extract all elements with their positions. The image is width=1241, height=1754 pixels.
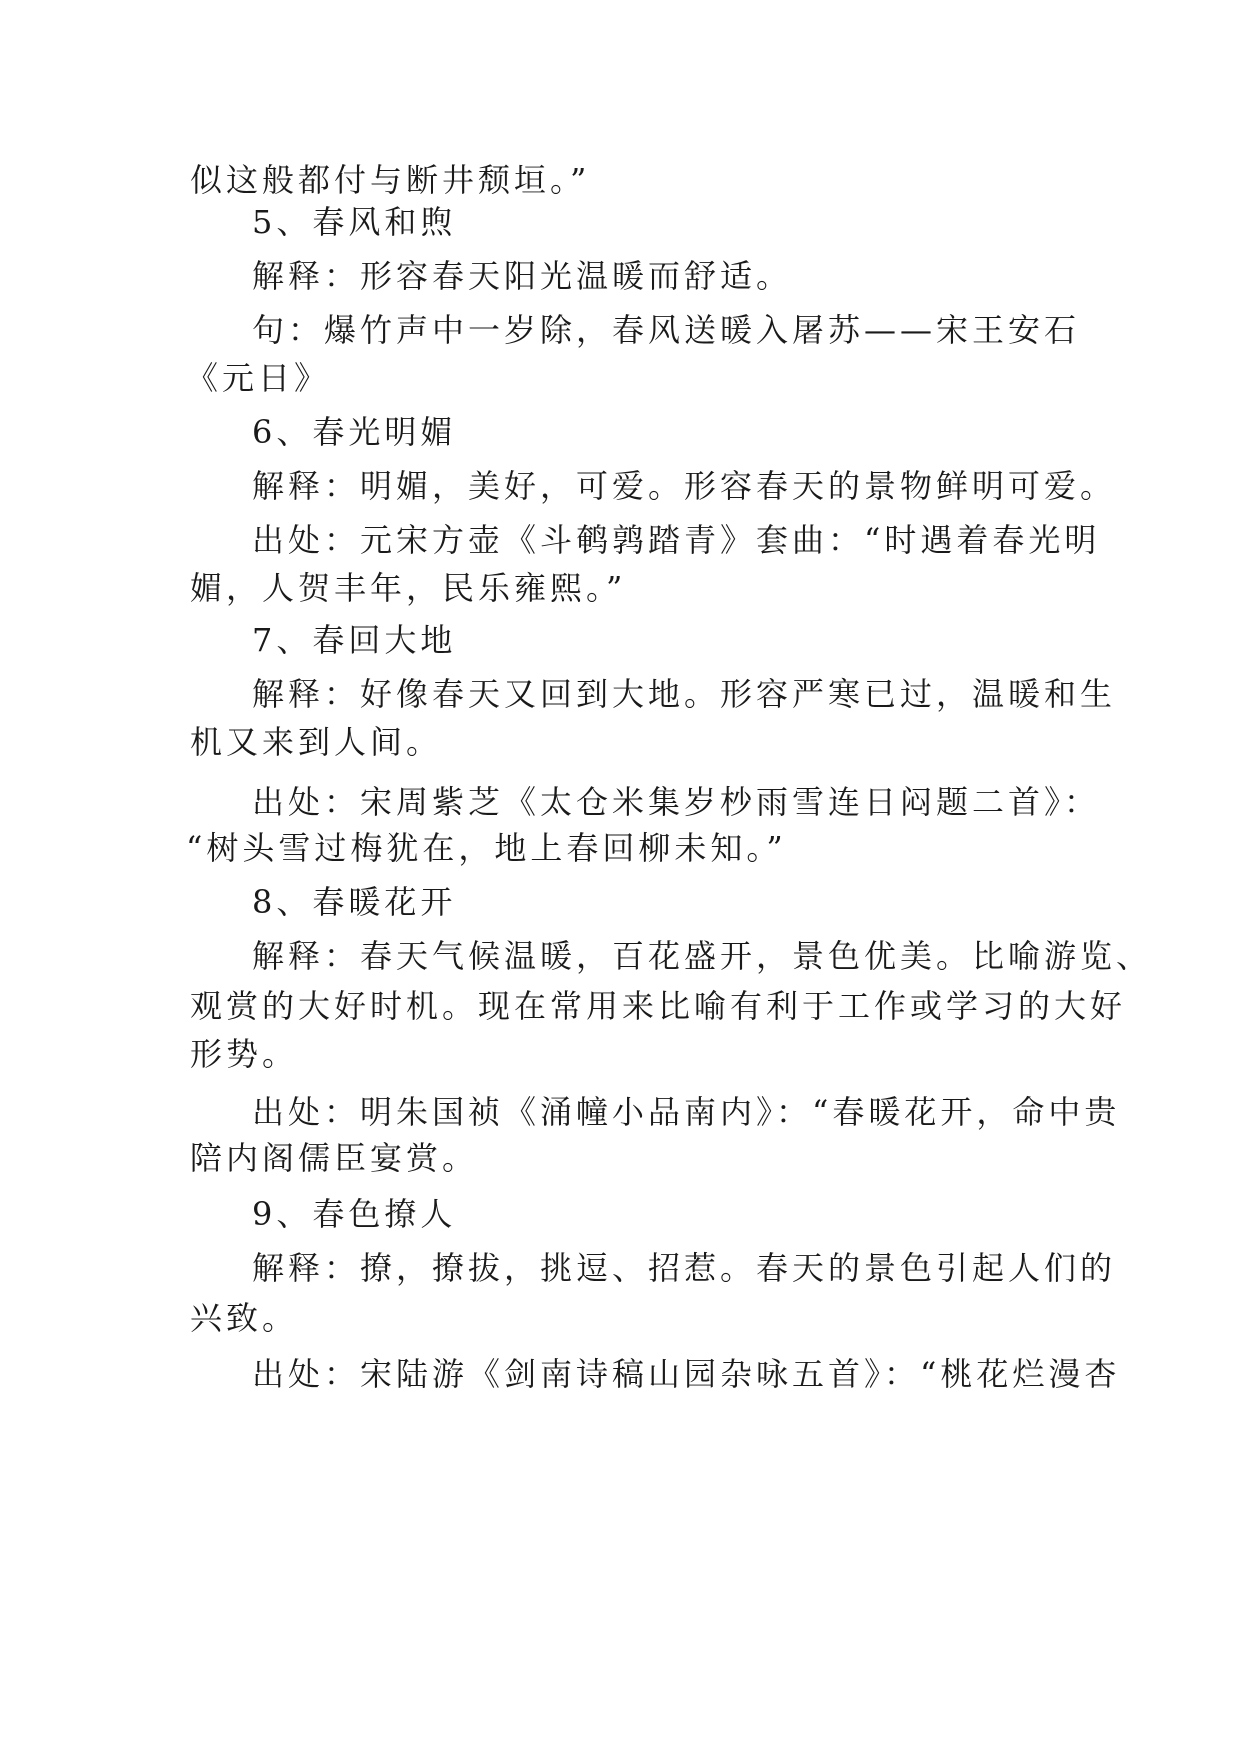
idiom-heading: 8、春暖花开 bbox=[252, 883, 457, 921]
idiom-heading: 9、春色撩人 bbox=[252, 1195, 457, 1233]
source-line: 出处：宋周紫芝《太仓米集岁杪雨雪连日闷题二首》： bbox=[252, 783, 1101, 821]
source-line: 出处：明朱国祯《涌幢小品南内》：“春暖花开，命中贵 bbox=[252, 1093, 1121, 1131]
source-line: 出处：元宋方壶《斗鹌鹑踏青》套曲：“时遇着春光明 bbox=[252, 521, 1101, 559]
example-line: 句：爆竹声中一岁除，春风送暖入屠苏——宋王安石 bbox=[252, 311, 1081, 349]
text-line: “树头雪过梅犹在，地上春回柳未知。” bbox=[186, 829, 787, 867]
text-line: 陪内阁儒臣宴赏。 bbox=[190, 1139, 479, 1177]
explanation-line: 解释：形容春天阳光温暖而舒适。 bbox=[252, 257, 793, 295]
explanation-line: 解释：春天气候温暖，百花盛开，景色优美。比喻游览、 bbox=[252, 937, 1153, 975]
text-line: 似这般都付与断井颓垣。” bbox=[190, 161, 591, 199]
source-line: 出处：宋陆游《剑南诗稿山园杂咏五首》：“桃花烂漫杏 bbox=[252, 1355, 1121, 1393]
text-line: 机又来到人间。 bbox=[190, 723, 443, 761]
idiom-heading: 7、春回大地 bbox=[252, 621, 457, 659]
idiom-heading: 5、春风和煦 bbox=[252, 203, 457, 241]
text-line: 观赏的大好时机。现在常用来比喻有利于工作或学习的大好 bbox=[190, 987, 1127, 1025]
text-line: 《元日》 bbox=[186, 359, 331, 397]
text-line: 形势。 bbox=[190, 1035, 299, 1073]
text-line: 兴致。 bbox=[190, 1299, 299, 1337]
explanation-line: 解释：好像春天又回到大地。形容严寒已过，温暖和生 bbox=[252, 675, 1117, 713]
idiom-heading: 6、春光明媚 bbox=[252, 413, 457, 451]
explanation-line: 解释：撩，撩拔，挑逗、招惹。春天的景色引起人们的 bbox=[252, 1249, 1117, 1287]
text-line: 媚，人贺丰年，民乐雍熙。” bbox=[190, 569, 627, 607]
explanation-line: 解释：明媚，美好，可爱。形容春天的景物鲜明可爱。 bbox=[252, 467, 1117, 505]
